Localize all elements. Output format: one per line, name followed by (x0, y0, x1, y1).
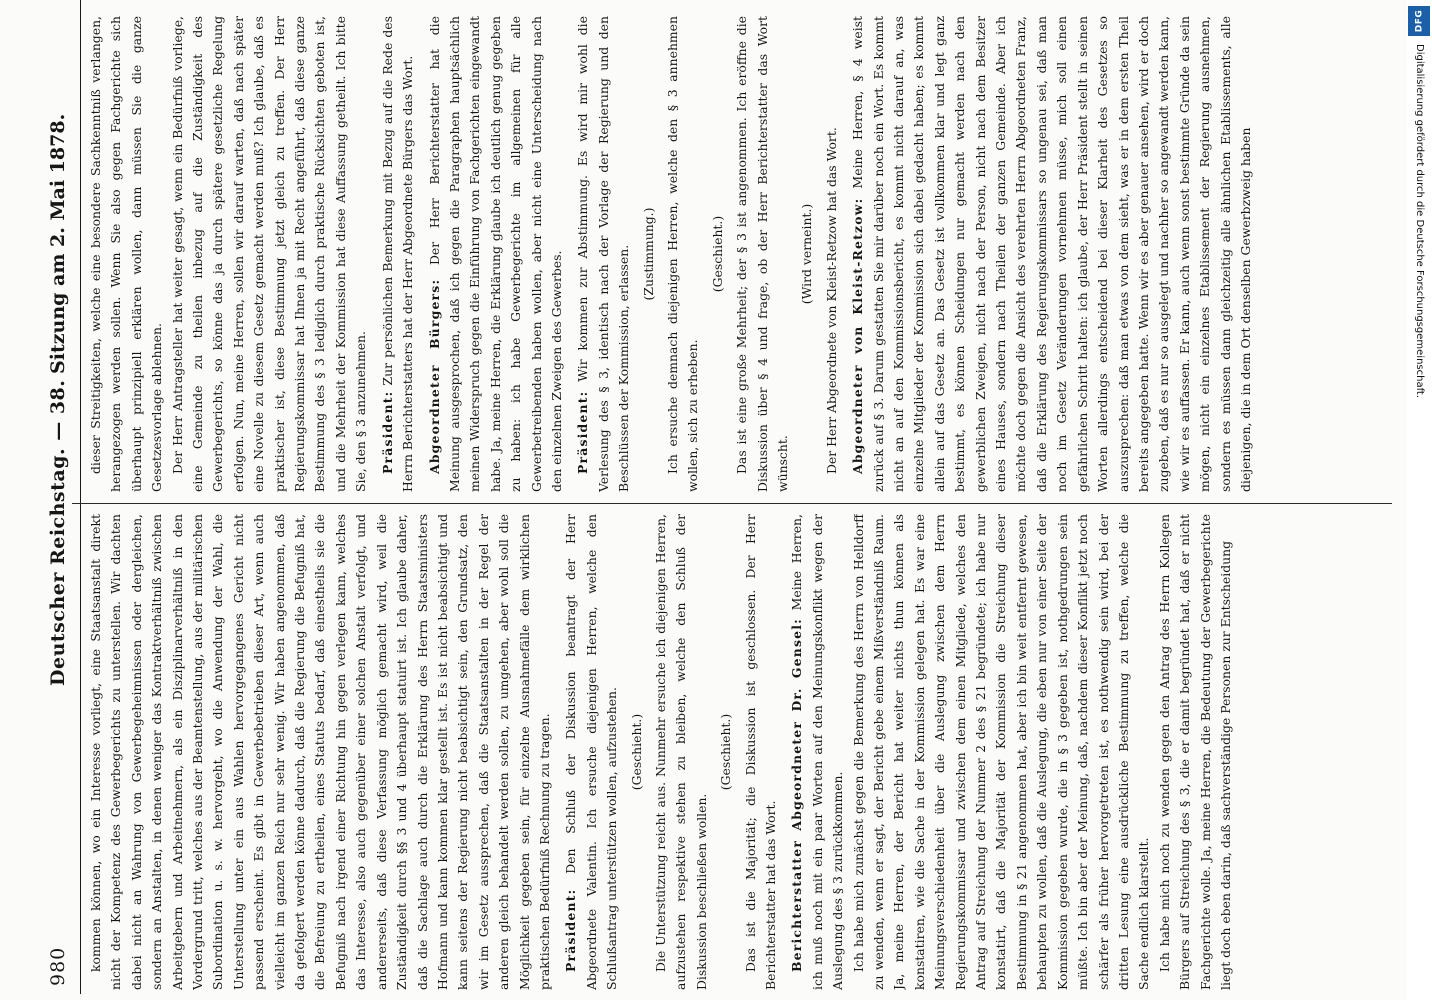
paragraph: Das ist eine große Mehrheit; der § 3 ist angenommen. Ich eröffne die Diskussion über § 4 und frage, ob der Herr Berichterstatter das Wort wünscht. (734, 16, 790, 492)
speech-text: Meine Herren, ich muß noch mit ein paar Worten auf den Meinungskonflikt wegen der Auslegung des § 3 zurückkommen. (789, 514, 846, 990)
paragraph: dieser Streitigkeiten, welche eine besondere Sachkenntniß verlangen, herangezogen werden sollen. Wenn Sie also gegen Fachgerichte sich überhaupt prinzipiell erklären wollen, dann müssen Sie die ganze Gesetzesvorlage ablehnen. (88, 16, 165, 492)
speaker-label: Abgeordneter Bürgers: (426, 278, 442, 474)
paragraph: Die Unterstützung reicht aus. Nunmehr ersuche ich diejenigen Herren, aufzustehen respektive stehen zu bleiben, welche den Schluß der Diskussion beschließen wollen. (652, 514, 709, 990)
speaker-label: Berichterstatter Abgeordneter Dr. Gensel: (789, 618, 805, 972)
column-divider (72, 503, 1392, 504)
reaction: (Geschieht.) (718, 713, 734, 791)
right-column (86, 16, 1392, 492)
speaker-label: Präsident: (379, 390, 395, 474)
paragraph: Ich habe mich zunächst gegen die Bemerkung des Herrn von Helldorff zu wenden, wenn er sagt, der Bericht gebe einem Mißverständniß Raum. Ja, meine Herren, der Bericht hat weiter nichts thun können als konstatiren, wie die Sache in der Kommission gelegen hat. Es war eine Meinungsverschiedenheit über die Auslegung zwischen dem Herrn Regierungskommissar und zwischen dem einen Mitgliede, welches den Antrag auf Streichung der Nummer 2 des § 21 begründete; ich habe nur konstatirt, daß die Majorität der Kommission die Streichung dieser Bestimmung in § 21 angenommen hat, aber ich bin weit entfernt gewesen, behaupten zu wollen, daß die Auslegung, die eben nur von einer Seite der Kommission gegeben wurde, die in § 3 gegeben ist, nothgedrungen sein müßte. Ich bin aber der Meinung, daß, nachdem dieser Konflikt jetzt noch schärfer als früher hervorgetreten ist, es nothwendig sein wird, bei der dritten Lesung eine ausdrückliche Bestimmung zu treffen, welche die Sache endlich klarstellt. (850, 514, 1152, 990)
header-rule (80, 0, 81, 994)
reaction: (Geschieht.) (628, 713, 644, 791)
session-date: Sitzung am 2. Mai 1878. (47, 113, 69, 374)
page-header (46, 8, 70, 986)
left-column (86, 514, 1392, 990)
speech-text: Der Herr Berichterstatter hat die Meinung ausgesprochen, daß ich gegen die Paragraphen hauptsächlich meinen Widerspruch gegen die Einführung von Fachgerichten eingewandt habe. Ja, meine Herren, die Erklärung glaube ich deutlich genug gegeben zu haben: ich habe Gewerbegerichte im allgemeinen für alle Gewerbetreibenden haben wollen, aber nicht eine Unterscheidung nach den einzelnen Zweigen des Gewerbes. (426, 16, 564, 492)
speech-text: Zur persönlichen Bemerkung mit Bezug auf die Rede des Herrn Berichterstatters hat der Herr Abgeordnete Bürgers das Wort. (379, 16, 416, 492)
paragraph: Der Herr Abgeordnete von Kleist-Retzow hat das Wort. (823, 127, 839, 474)
dfg-logo: DFG (1408, 6, 1430, 36)
paragraph: Ich habe mich noch zu wenden gegen den Antrag des Herrn Kollegen Bürgers auf Streichung des § 3, die er damit begründet hat, daß er nicht Fachgerichte wolle. Ja, meine Herren, die Bedeutung der Gewerbegerichte liegt doch eben darin, daß sachverständige Personen zur Entscheidung (1156, 514, 1233, 990)
rotated-page (46, 0, 1398, 994)
reaction: (Geschieht.) (709, 215, 725, 293)
speech-text: Wir kommen zur Abstimmung. Es wird mir wohl die Verlesung des § 3, identisch nach der Vorlage der Regierung und den Beschlüssen der Kommission, erlassen. (575, 16, 632, 492)
page-number: 980 (47, 946, 69, 986)
speaker-label: Präsident: (575, 390, 591, 474)
paragraph: Der Herr Antragsteller hat weiter gesagt, wenn ein Bedürfniß vorliege, eine Gemeinde zu theilen inbezug auf die Zuständigkeit des Gewerbegerichts, so könne das ja durch spätere gesetzliche Regelung erfolgen. Nun, meine Herren, sollen wir darauf warten, daß nach später eine Novelle zu diesem Gesetz gemacht werden muß? Ich glaube, daß es praktischer ist, diese Bestimmung jetzt gleich zu treffen. Der Herr Regierungskommissar hat Ihnen ja mit Recht angeführt, daß diese ganze Bestimmung des § 3 lediglich durch praktische Rücksichten geboten ist, und die Mehrheit der Kommission hat diese Auffassung getheilt. Ich bitte Sie, den § 3 anzunehmen. (169, 16, 369, 492)
digitization-sidebar: DFG Digitalisierung gefördert durch die Deutsche Forschungsgemeinschaft. (1406, 0, 1432, 1000)
speech-text: Den Schluß der Diskussion beantragt der Herr Abgeordnete Valentin. Ich ersuche diejenigen Herren, welche den Schlußantrag unterstützen wollen, aufzustehen. (563, 514, 620, 990)
publication-title: Deutscher Reichstag. — 38. (47, 379, 69, 686)
paragraph: Das ist die Majorität; die Diskussion ist geschlossen. Der Herr Berichterstatter hat das Wort. (742, 514, 778, 990)
reaction: (Zustimmung.) (640, 207, 656, 301)
speech-text: Meine Herren, § 4 weist zurück auf § 3. Darum gestatten Sie mir darüber noch ein Wort. Es kommt nicht an auf den Kommissionsbericht, es kommt nicht darauf an, was einzelne Mitglieder der Kommission sich dabei gedacht haben; es kommt allein auf das Gesetz an. Das Gesetz ist vollkommen klar und legt ganz bestimmt, es können Scheidungen nur gemacht werden nach den gewerblichen Zweigen, nicht nach der Person, nicht nach dem Besitzer eines Hauses, sondern nach Theilen der ganzen Gemeinde. Aber ich möchte doch gegen die Ansicht des verehrten Herrn Abgeordneten Franz, daß die Erklärung des Regierungskommissars so ungenau sei, daß man noch im Gesetz Veränderungen vornehmen müsse, mich soll einen gefährlichen Schritt halten: ich glaube, der Herr Präsident stellt in seinen Worten allerdings entscheidend bei dieser Klarheit des Gesetzes so auszusprechen: daß man etwas von dem sieht, was er in dem ersten Theil bereits angegeben hatte. Wenn wir es aber genauer ansehen, wird er doch zugeben, daß es nur so ausgelegt und nachher so angewandt werden kann, wie wir es auffassen. Er kann, auch wenn sonst bestimmte Gründe da sein mögen, nicht ein einzelnes Etablissement der Regierung ausnehmen, sondern es müssen dann gleichzeitig alle ähnlichen Etablissements, alle diejenigen, die in dem Ort denselben Gewerbzweig haben (850, 16, 1253, 492)
reaction: (Wird verneint.) (799, 203, 815, 305)
speaker-label: Abgeordneter von Kleist-Retzow: (850, 197, 866, 474)
paragraph: kommen können, wo ein Interesse vorliegt, eine Staatsanstalt direkt nicht der Kompetenz des Gewerbegerichts zu unterstellen. Wir dachten dabei nicht an Wahrung von Gewerbegeheimnissen oder dergleichen, sondern an Anstalten, in denen weniger das Kontraktverhältniß zwischen Arbeitgebern und Arbeitnehmern, als ein Disziplinarverhältniß in den Vordergrund tritt, welches aus der Beamtenstellung, aus der militärischen Subordination u. s. w. hervorgeht, wo die Anwendung der Wahl, die Unterstellung unter ein aus Wahlen hervorgegangenes Gericht nicht passend erscheint. Es gibt in Gewerbebetrieben dieser Art, wenn auch vielleicht im ganzen Reich nur sehr wenig. Wir haben angenommen, daß da gefolgert werden könne dadurch, daß die Regierung die Befugniß hat, die Befreiung zu ertheilen, eines Statuts bedarf, daß einestheils sie die Befugniß nach irgend einer Richtung hin gegen verlegen kann, welches das Interesse, also auch gegenüber einer solchen Anstalt verfolgt, und andererseits, daß diese Verfassung möglich gemacht wird, weil die Zuständigkeit durch §§ 3 und 4 überhaupt statuirt ist. Ich glaube daher, daß die Sachlage auch durch die Erklärung des Herrn Staatsministers Hofmann und kann kommen klar gestellt ist. Es ist nicht beabsichtigt und kann seitens der Regierung nicht beabsichtigt sein, den Grundsatz, den wir im Gesetz aussprechen, daß die Staatsanstalten in der Regel der anderen gleich behandelt werden sollen, zu umgehen, aber wohl soll die Möglichkeit gegeben sein, für einzelne Ausnahmefälle dem wirklichen praktischen Bedürfniß Rechnung zu tragen. (88, 514, 552, 990)
paragraph: Ich ersuche demnach diejenigen Herren, welche den § 3 annehmen wollen, sich zu erheben. (664, 16, 701, 492)
speaker-label: Präsident: (563, 888, 579, 972)
